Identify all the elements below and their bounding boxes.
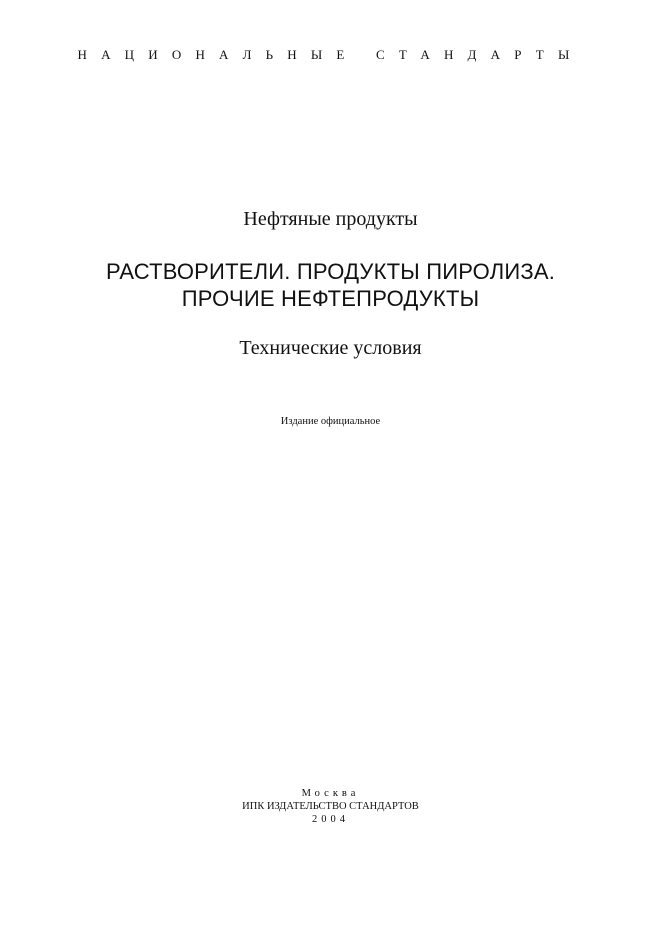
document-title xyxy=(0,258,661,312)
edition-note: Издание официальное xyxy=(280,416,381,427)
imprint-block xyxy=(0,787,661,826)
document-title-line-1: РАСТВОРИТЕЛИ. ПРОДУКТЫ ПИРОЛИЗА. xyxy=(105,259,556,284)
document-category: Нефтяные продукты xyxy=(243,208,418,230)
document-subtitle: Технические условия xyxy=(239,337,422,359)
imprint-publisher: ИПК ИЗДАТЕЛЬСТВО СТАНДАРТОВ xyxy=(242,801,419,812)
imprint-city: Москва xyxy=(301,788,360,799)
document-title-line-2: ПРОЧИЕ НЕФТЕПРОДУКТЫ xyxy=(181,286,480,311)
series-heading: НАЦИОНАЛЬНЫЕ СТАНДАРТЫ xyxy=(77,47,584,62)
imprint-year: 2004 xyxy=(312,814,349,825)
